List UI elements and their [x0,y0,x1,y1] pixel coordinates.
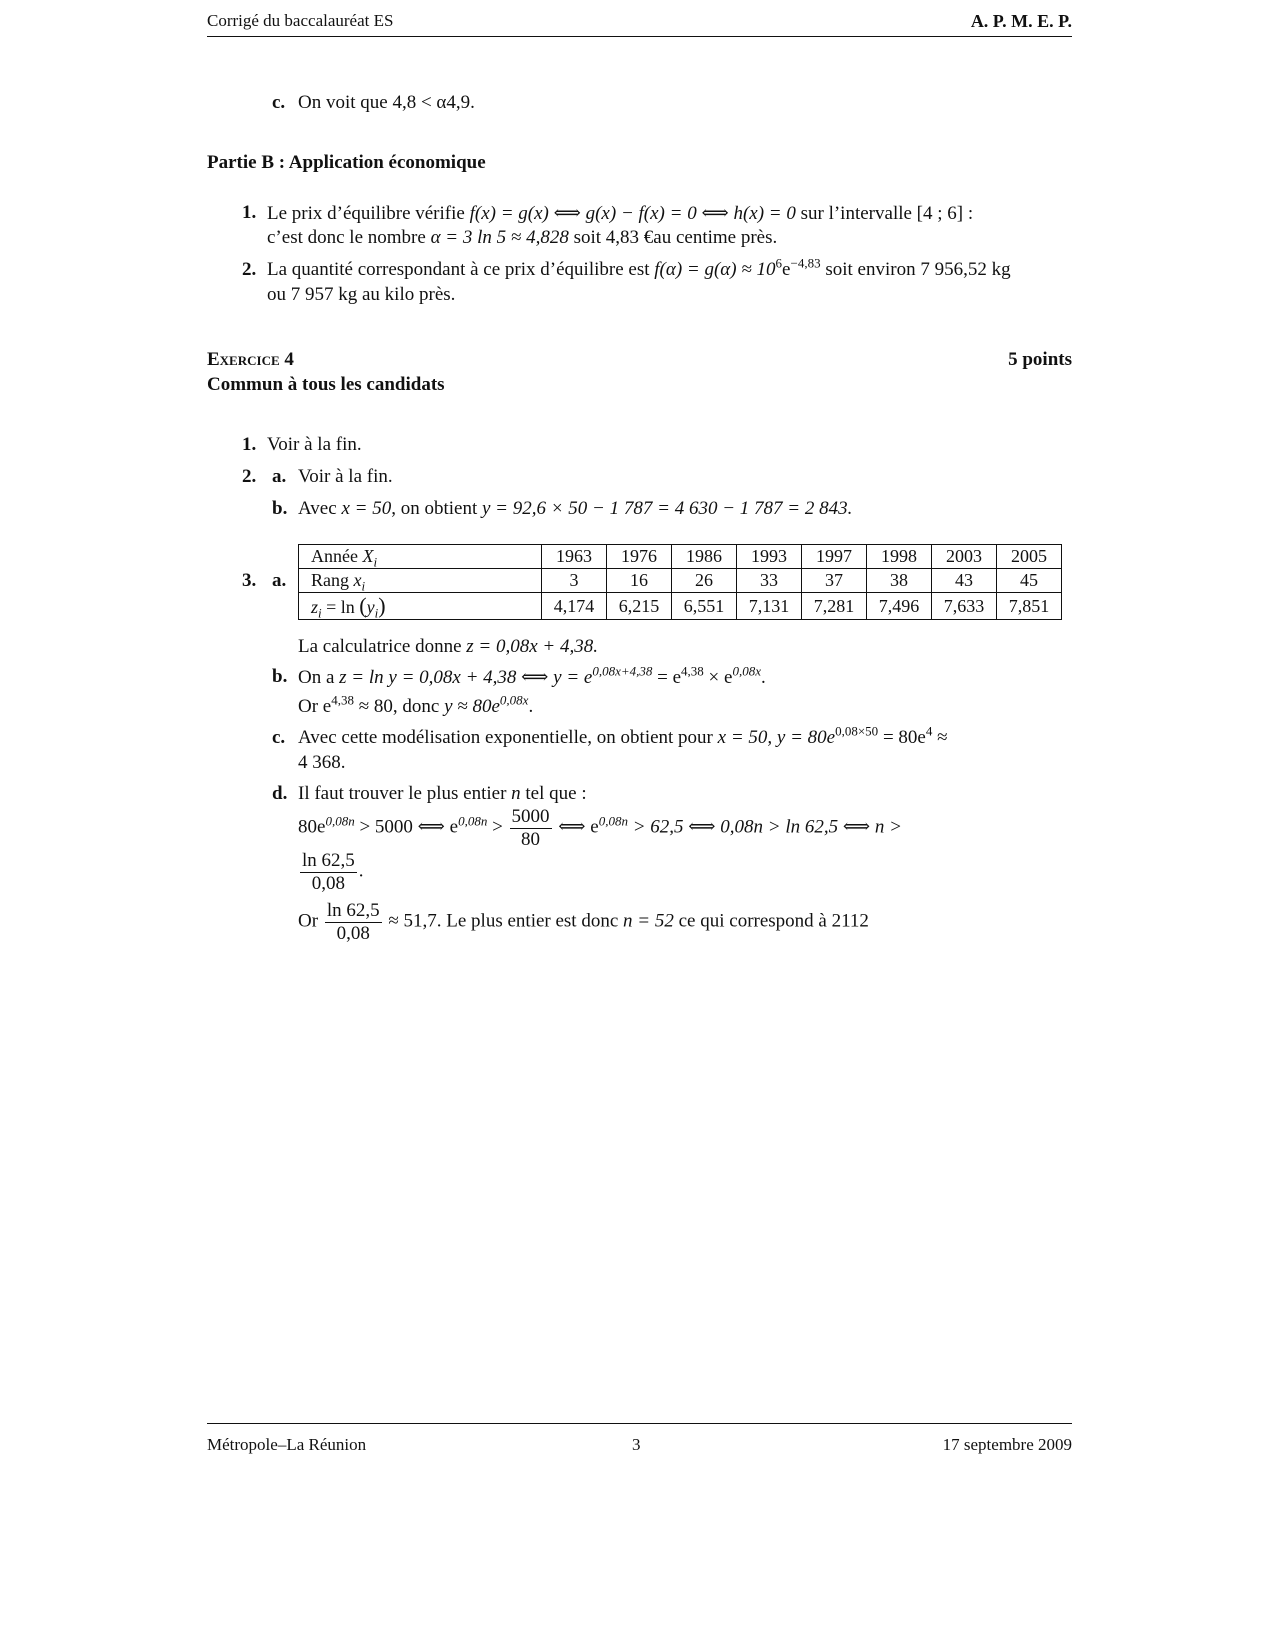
table-row-header: $z_i = \ln (y_i)$ [299,593,542,620]
fraction-ln62-5: $\frac{\ln 62,5}{0,08}$ [302,850,355,894]
table-cell: 1963 [542,545,607,569]
table-cell: 1976 [607,545,672,569]
table-cell: 3 [542,569,607,593]
table-cell: 1993 [737,545,802,569]
q2-b-marker: b. [272,498,288,519]
table-row-header: Année $X_i$ [299,545,542,569]
q2-marker: 2. [242,466,257,487]
q3-d-line1: Il faut trouver le plus entier n tel que : [298,783,587,804]
partB-title: Partie B : Application économique [207,152,486,173]
table-cell: 1986 [672,545,737,569]
footer-right: 17 septembre 2009 [942,1435,1072,1454]
table-cell: 2003 [932,545,997,569]
q3-d-last-line: Or $\frac{\ln 62,5}{0,08}$ ≈ 51,7. Le plus entier est donc n = 52 ce qui correspond à 2112 [298,900,869,944]
table-cell: 37 [802,569,867,593]
table-cell: 7,496 [867,593,932,620]
q1-marker: 1. [242,434,257,455]
table-cell: 7,633 [932,593,997,620]
exercise4-points: 5 points [1008,349,1072,370]
table-cell: 2005 [997,545,1062,569]
q2-b-text: Avec x = 50, on obtient y = 92,6 × 50 − 1 787 = 4 630 − 1 787 = 2 843. [298,498,853,519]
q2-a-text: Voir à la fin. [298,466,393,487]
table-cell: 4,174 [542,593,607,620]
table-row-ranks [299,569,1062,593]
partB-item1-marker: 1. [242,202,257,223]
q3-b-line2: Or $e^{4,38} \approx 80$, donc $y \approx 80e^{0,08x}$. [298,692,534,717]
partB-item1-line2: c’est donc le nombre α = 3 ln 5 ≈ 4,828 soit 4,83 €au centime près. [267,227,778,248]
header-right: A. P. M. E. P. [970,11,1072,31]
q2-a-marker: a. [272,466,287,487]
q3-d-marker: d. [272,783,288,804]
table-cell: 16 [607,569,672,593]
table-cell: 6,551 [672,593,737,620]
exercise4-subtitle: Commun à tous les candidats [207,374,445,395]
q3-b-line1: On a z = ln y = 0,08x + 4,38 ⟺ $y = e^{0,08x+4,38} = e^{4,38} \times e^{0,08x}$. [298,663,766,688]
exercise4-title: Exercice 4 [207,349,294,370]
q3-c-line1: Avec cette modélisation exponentielle, on obtient pour x = 50, $y = 80e^{0,08\times 50} = 80e^4$ ≈ [298,723,948,748]
table-cell: 7,281 [802,593,867,620]
table-cell: 6,215 [607,593,672,620]
table-cell: 7,851 [997,593,1062,620]
partB-item2-line2: ou 7 957 kg au kilo près. [267,284,456,305]
header-left: Corrigé du baccalauréat ES [207,11,394,30]
q3-d-equation: $80e^{0,08n} > 5000$ ⟺ $e^{0,08n}$ > $\frac{5000}{80}$ ⟺ $e^{0,08n} > 62,5$ ⟺ 0,08n > ln 62,5 ⟺ n > [298,806,902,850]
table-cell: 7,131 [737,593,802,620]
q3-a-marker: a. [272,570,287,591]
q3-d-fraction-line: $\frac{\ln 62,5}{0,08}$ . [302,850,364,894]
q3-c-marker: c. [272,727,286,748]
table-row-years [299,545,1062,569]
partA-c-marker: c. [272,92,286,113]
data-table [298,544,1062,620]
table-cell: 1997 [802,545,867,569]
table-cell: 38 [867,569,932,593]
table-row-header: Rang $x_i$ [299,569,542,593]
table-cell: 45 [997,569,1062,593]
partB-item2-marker: 2. [242,259,257,280]
q3-calc-line: La calculatrice donne z = 0,08x + 4,38. [298,636,598,657]
page-number: 3 [632,1435,641,1454]
table-cell: 43 [932,569,997,593]
fraction-ln62-5-b: $\frac{\ln 62,5}{0,08}$ [326,900,380,944]
partB-item2-line1: La quantité correspondant à ce prix d’équilibre est $f(\alpha) = g(\alpha) \approx 10^6e^{-4,83}$ soit environ 7 956,52 kg [267,255,1011,280]
q3-marker: 3. [242,570,257,591]
partA-c-text: On voit que 4,8 < α4,9. [298,92,475,113]
footer-rule [207,1423,1072,1424]
partB-item1-line1: Le prix d’équilibre vérifie f(x) = g(x) ⟺ g(x) − f(x) = 0 ⟺ h(x) = 0 sur l’intervalle [4 ; 6] : [267,203,974,224]
q3-c-line2: 4 368. [298,752,346,773]
header-rule [207,36,1072,37]
table-cell: 33 [737,569,802,593]
table-cell: 26 [672,569,737,593]
table-row-z [299,593,1062,620]
table-cell: 1998 [867,545,932,569]
q1-text: Voir à la fin. [267,434,362,455]
footer-left: Métropole–La Réunion [207,1435,367,1454]
q3-b-marker: b. [272,666,288,687]
fraction-5000-80: $\frac{5000}{80}$ [511,806,550,850]
